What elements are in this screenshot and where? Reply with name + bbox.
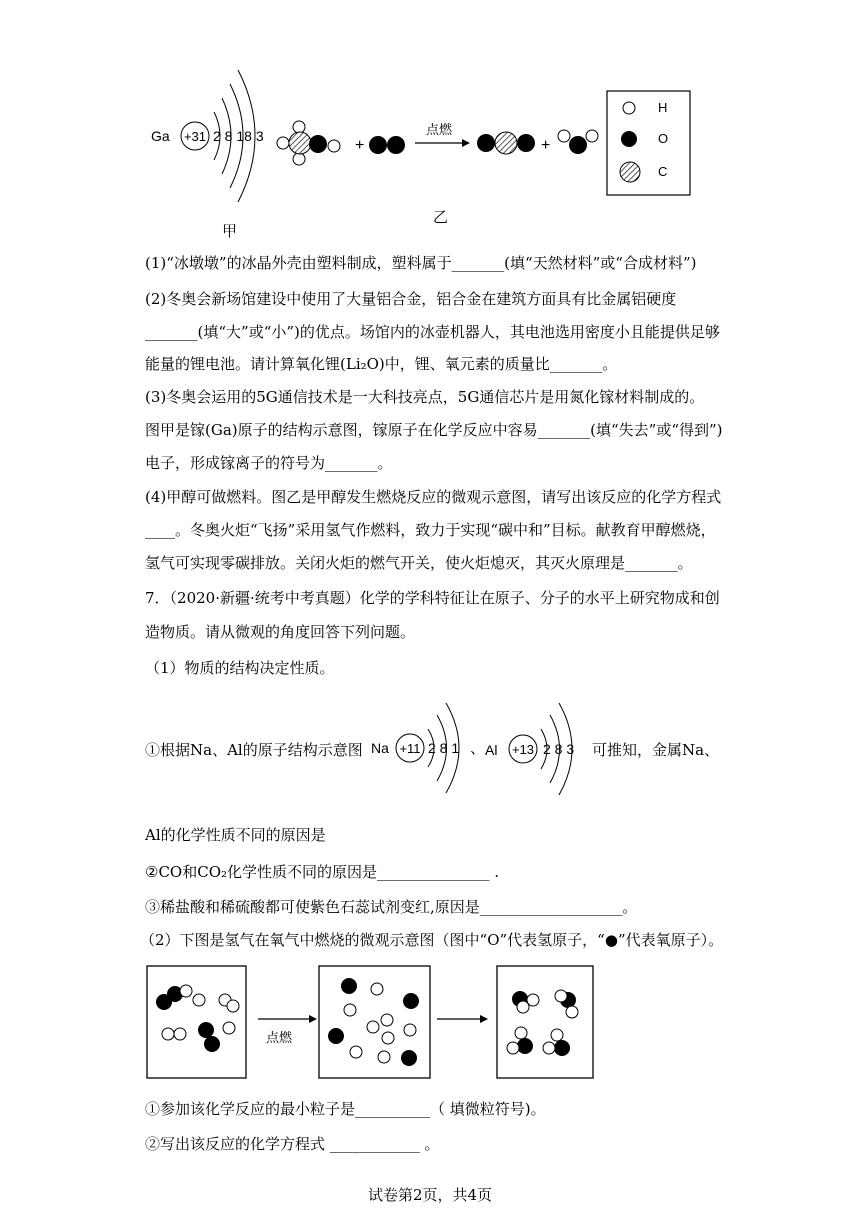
reaction-condition-label-2: 点燃	[266, 1030, 293, 1045]
gallium-atom-diagram	[151, 70, 264, 240]
products-box	[497, 966, 593, 1078]
top-figure	[0, 0, 860, 240]
question-line: 能量的锂电池。请计算氧化锂(Li₂O)中，锂、氧元素的质量比_______。	[145, 355, 618, 373]
legend-box	[607, 91, 690, 195]
question-line: Al的化学性质不同的原因是	[145, 826, 326, 844]
question-line: (2)冬奥会新场馆建设中使用了大量铝合金，铝合金在建筑方面具有比金属铝硬度	[145, 290, 677, 308]
question-line: （1）物质的结构决定性质。	[145, 659, 335, 677]
carbon-dioxide-molecule	[477, 132, 535, 154]
plus-sign-2: +	[541, 137, 551, 154]
question-line: 图甲是镓(Ga)原子的结构示意图，镓原子在化学反应中容易_______(填“失去”或“得到”)	[145, 421, 723, 439]
legend-h: H	[658, 100, 668, 115]
na-symbol: Na	[371, 740, 389, 756]
na-al-separator: 、	[470, 739, 486, 757]
water-molecule	[558, 130, 598, 154]
question-line: 氢气可实现零碳排放。关闭火炬的燃气开关，使火炬熄灭，其灭火原理是_______。	[145, 554, 693, 572]
ga-shell-numbers: 2 8 18 3	[213, 128, 264, 144]
na-nucleus-charge: +11	[399, 741, 421, 756]
question-line: (1)“冰墩墩”的冰晶外壳由塑料制成，塑料属于_______(填“天然材料”或“合成材料”)	[145, 254, 697, 272]
question-line: (4)甲醇可做燃料。图乙是甲醇发生燃烧反应的微观示意图，请写出该反应的化学方程式	[145, 488, 722, 506]
na-shell-numbers: 2 8 1	[428, 740, 460, 756]
na-al-suffix: 可推知，金属Na、	[592, 741, 720, 759]
al-nucleus-charge: +13	[511, 742, 535, 757]
question-line: 电子，形成镓离子的符号为_______。	[145, 454, 393, 472]
al-symbol: Al	[485, 742, 498, 758]
oxygen-molecule	[369, 136, 405, 154]
al-shell-numbers: 2 8 3	[543, 741, 575, 757]
plus-sign-1: +	[355, 137, 365, 154]
legend-o: O	[658, 131, 669, 146]
legend-c: C	[658, 164, 668, 179]
question-line: ③稀盐酸和稀硫酸都可使紫色石蕊试剂变红,原因是___________________。	[145, 898, 638, 916]
question-line: ____。冬奥火炬“飞扬”采用氢气作燃料，致力于实现“碳中和”目标。献教育甲醇燃烧，	[145, 521, 716, 539]
ga-symbol: Ga	[151, 128, 170, 144]
question-line: （2）下图是氢气在氧气中燃烧的微观示意图（图中“O”代表氢原子，“●”代表氧原子）。	[140, 931, 724, 949]
figure-yi-label: 乙	[433, 208, 449, 226]
question-line: ②CO和CO₂化学性质不同的原因是_______________ .	[145, 863, 500, 881]
figure-jia-label: 甲	[222, 222, 238, 240]
question-line: (3)冬奥会运用的5G通信技术是一大科技亮点，5G通信芯片是用氮化镓材料制成的。	[145, 388, 705, 406]
hydrogen-combustion-diagram	[0, 960, 860, 1090]
question-7-title: 7．（2020·新疆·统考中考真题）化学的学科特征让在原子、分子的水平上研究物成和创	[145, 589, 720, 607]
question-line: _______(填“大”或“小”)的优点。场馆内的冰壶机器人，其电池选用密度小且能提供足够	[145, 323, 720, 341]
page-footer: 试卷第2页，共4页	[367, 1186, 493, 1204]
reaction-condition-label: 点燃	[426, 122, 453, 137]
methanol-molecule	[277, 121, 340, 165]
question-line: 造物质。请从微观的角度回答下列问题。	[145, 623, 416, 641]
question-line: ①参加该化学反应的最小粒子是__________（ 填微粒符号)。	[145, 1100, 546, 1118]
question-line: ②写出该反应的化学方程式 ____________ 。	[145, 1135, 440, 1153]
ga-nucleus-charge: +31	[183, 129, 207, 144]
na-al-prefix: ①根据Na、Al的原子结构示意图	[145, 741, 363, 759]
